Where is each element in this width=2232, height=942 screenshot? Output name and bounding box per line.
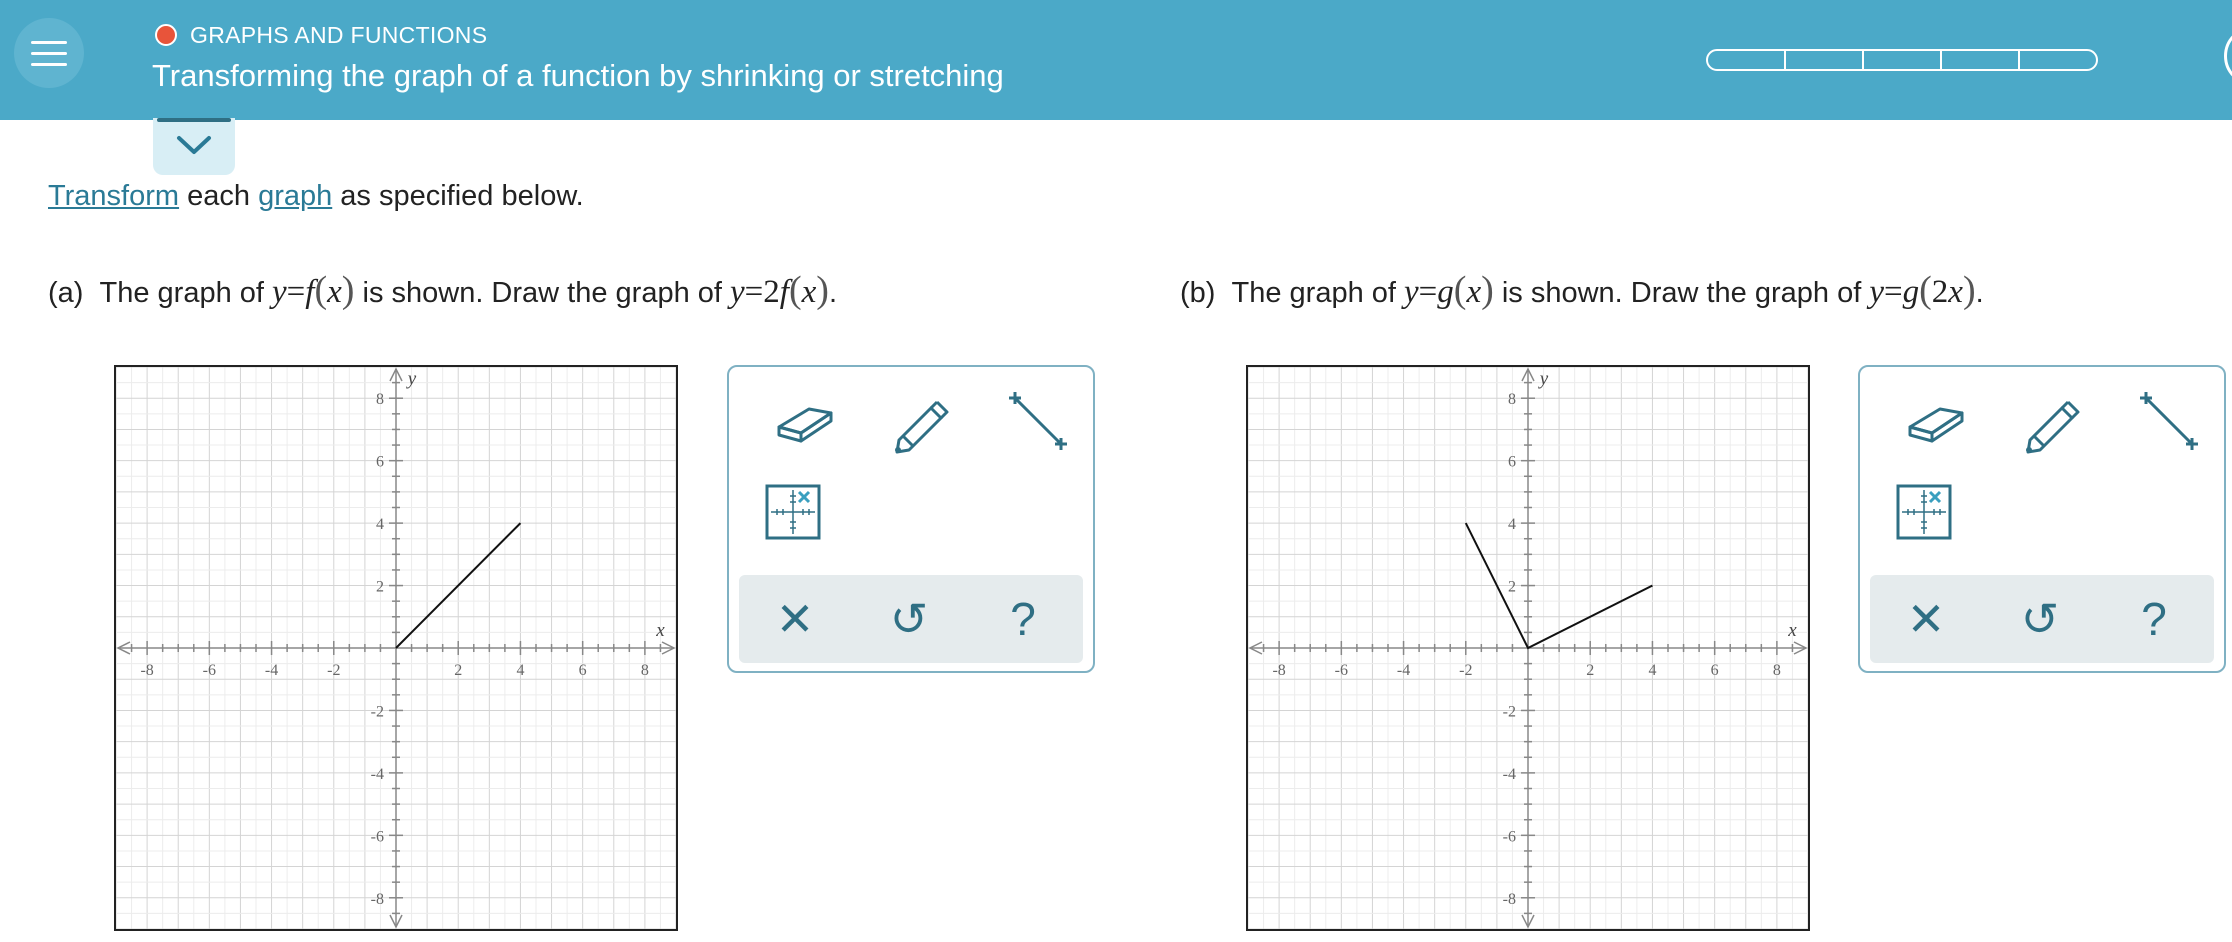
target-function: y=2f(x) [730,269,829,311]
x-tick-label: 2 [1586,662,1595,679]
line-segment-icon [1005,390,1069,454]
x-tick-label: 6 [1710,662,1719,679]
hamburger-icon [31,41,67,44]
instructions-text: each [179,180,259,212]
x-tick-label: -2 [327,662,341,679]
y-tick-label: -2 [1502,703,1516,721]
x-tick-label: 2 [454,662,463,679]
x-tick-label: -4 [1396,662,1411,679]
eraser-icon [1904,397,1968,447]
eraser-tool-button[interactable] [765,387,845,457]
y-tick-label: 8 [1508,391,1516,409]
x-axis-label: x [1788,620,1797,641]
graph-b[interactable] [1246,365,1810,931]
line-segment-tool-button[interactable] [997,387,1077,457]
x-tick-label: -4 [264,662,279,679]
y-tick-label: -6 [1502,828,1516,846]
y-tick-label: 4 [376,516,384,534]
question-text: The graph of [1231,277,1405,309]
point-grid-icon [1894,482,1954,542]
y-tick-label: 6 [376,453,384,471]
x-tick-label: -6 [202,662,216,679]
drawing-toolbox-b [1858,365,2226,673]
x-tick-label: 8 [640,662,649,679]
question-label: (a) [48,277,84,309]
y-tick-label: 2 [376,578,384,596]
y-tick-label: -2 [370,703,384,721]
question-text: The graph of [99,277,273,309]
x-axis-label: x [656,620,665,641]
help-button[interactable]: ? [1010,593,1036,645]
clear-button[interactable]: ✕ [1906,593,1946,645]
transform-link[interactable]: Transform [48,180,180,212]
topic-label: GRAPHS AND FUNCTIONS [190,22,488,48]
graph-a[interactable] [114,365,678,931]
line-segment-icon [2136,390,2200,454]
account-button[interactable] [2224,26,2232,86]
x-tick-label: -8 [140,662,154,679]
progress-segment [1706,49,1786,71]
instructions [48,180,584,213]
shown-function: y=g(x) [1404,269,1494,311]
x-tick-label: 4 [516,662,525,679]
question-b [1180,268,1984,312]
line-segment-tool-button[interactable] [2128,387,2208,457]
hamburger-icon-bar [31,63,67,66]
x-tick-label: 8 [1772,662,1781,679]
chevron-down-icon [175,132,213,158]
x-tick-label: 4 [1648,662,1657,679]
x-tick-label: -6 [1334,662,1348,679]
y-tick-label: 8 [376,391,384,409]
undo-button[interactable]: ↺ [889,593,929,645]
y-tick-label: -8 [370,890,384,908]
question-text: is shown. Draw the graph of [354,277,731,309]
clear-button[interactable]: ✕ [775,593,815,645]
pencil-icon [2020,390,2084,454]
graph-canvas[interactable] [116,367,676,929]
help-button[interactable]: ? [2141,593,2167,645]
question-end: . [828,277,837,309]
hamburger-icon-bar [31,52,67,55]
point-tool-button[interactable] [753,477,833,547]
point-grid-icon [763,482,823,542]
graph-link[interactable]: graph [258,180,333,212]
question-end: . [1975,277,1984,309]
progress-segment [1862,49,1942,71]
y-tick-label: -4 [1502,765,1516,783]
progress-segment [1784,49,1864,71]
point-tool-button[interactable] [1884,477,1964,547]
x-tick-label: -2 [1459,662,1473,679]
progress-bar [1706,49,2096,71]
collapse-header-button[interactable] [153,118,235,175]
drawing-toolbox-a [727,365,1095,673]
y-tick-label: -6 [370,828,384,846]
page-title: Transforming the graph of a function by shrinking or stretching [152,58,1004,93]
question-text: is shown. Draw the graph of [1493,277,1870,309]
eraser-icon [773,397,837,447]
y-tick-label: 4 [1508,516,1516,534]
eraser-tool-button[interactable] [1896,387,1976,457]
top-bar [0,0,2232,120]
target-function: y=g(2x) [1869,269,1976,311]
y-tick-label: -4 [370,765,384,783]
instructions-text: as specified below. [332,180,584,212]
y-axis-label: y [407,368,417,390]
undo-button[interactable]: ↺ [2020,593,2060,645]
y-tick-label: -8 [1502,890,1516,908]
question-label: (b) [1180,277,1216,309]
x-tick-label: 6 [578,662,587,679]
pencil-icon [889,390,953,454]
topic-status-dot [155,24,177,46]
graph-canvas[interactable] [1248,367,1808,929]
pencil-tool-button[interactable] [2012,387,2092,457]
y-axis-label: y [1539,368,1549,390]
pencil-tool-button[interactable] [881,387,961,457]
x-tick-label: -8 [1272,662,1286,679]
y-tick-label: 2 [1508,578,1516,596]
question-a [48,268,837,312]
y-tick-label: 6 [1508,453,1516,471]
toolbox-actions [1870,575,2214,663]
progress-segment [2018,49,2098,71]
menu-button[interactable] [14,18,84,88]
shown-function: y=f(x) [272,269,355,311]
toolbox-actions [739,575,1083,663]
progress-segment [1940,49,2020,71]
